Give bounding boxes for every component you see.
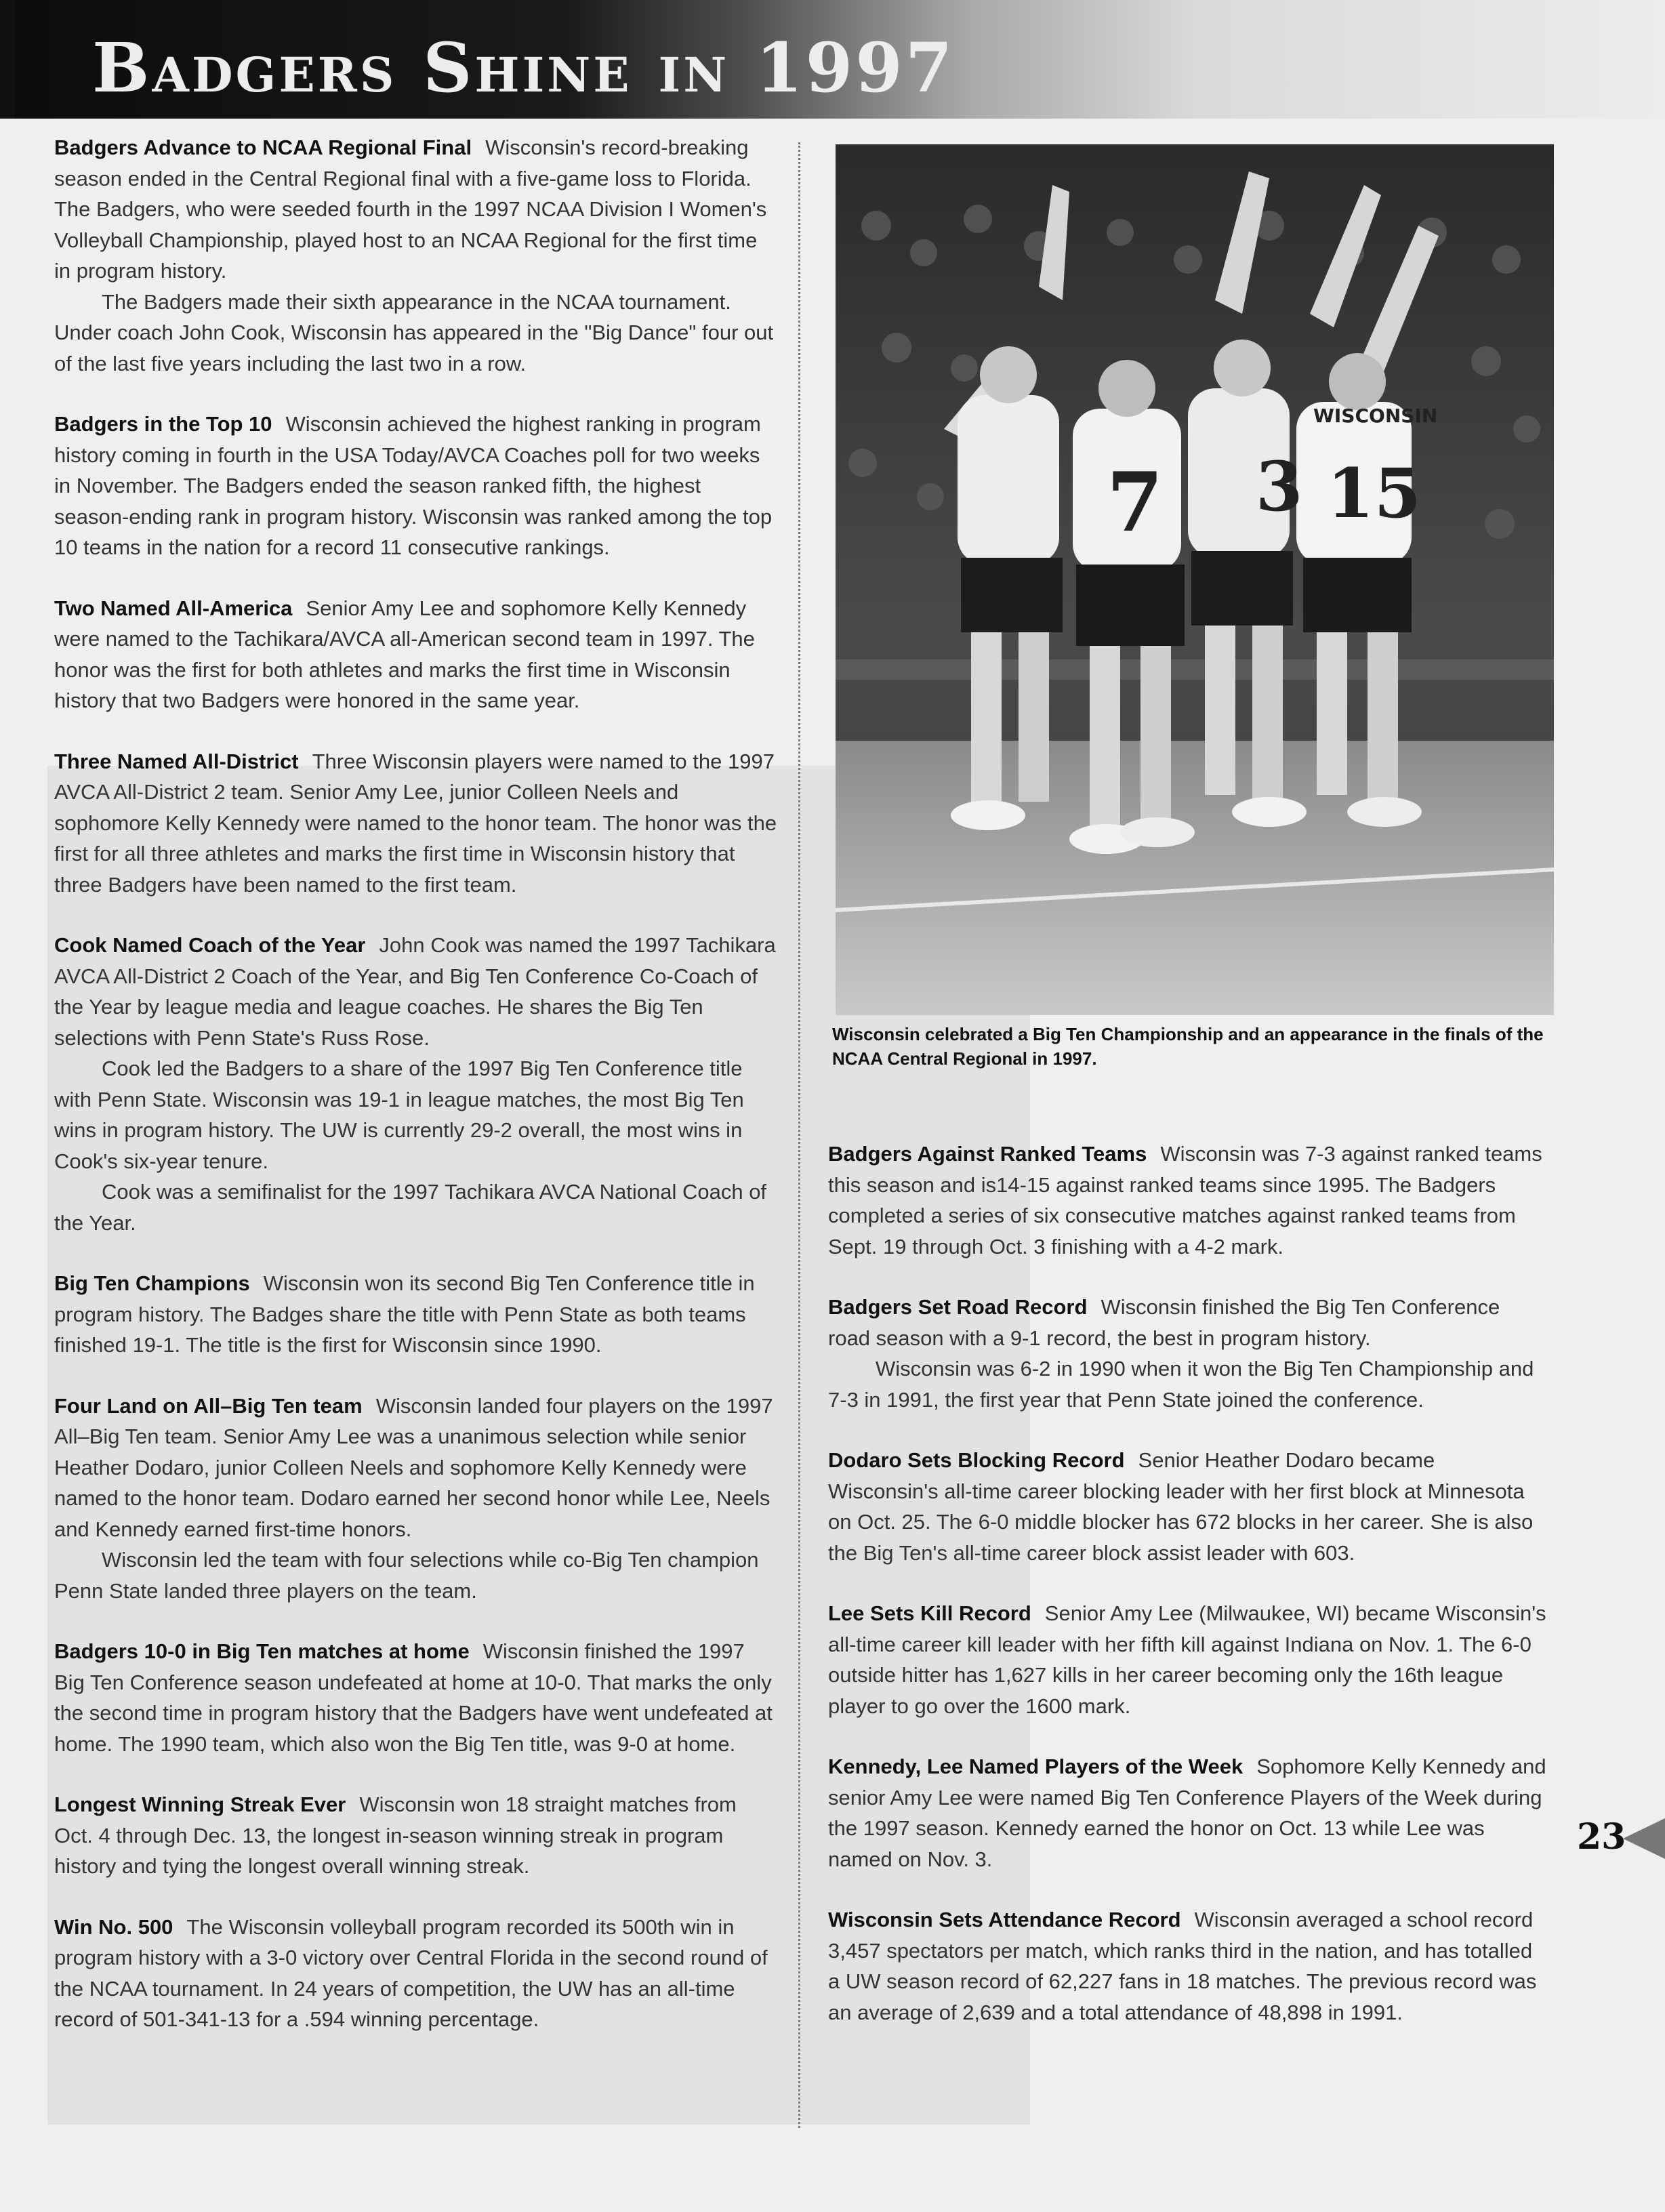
article-paragraph (828, 1598, 1546, 1721)
article-item (828, 1292, 1546, 1415)
jersey-wordmark: WISCONSIN (1313, 405, 1438, 427)
article-item (54, 593, 779, 716)
article-text: Wisconsin led the team with four selections while co-Big Ten champion Penn State landed three players on the team. (54, 1548, 759, 1603)
article-text: Wisconsin won its second Big Ten Conference title in program history. The Badges share the title with Penn State as both teams finished 19-1. The title is the first for Wisconsin since 1990. (54, 1271, 755, 1357)
article-paragraph (54, 1789, 779, 1882)
binding-edge (0, 0, 15, 119)
article-paragraph (54, 409, 779, 563)
article-item (54, 1391, 779, 1607)
article-item (54, 746, 779, 901)
article-item (54, 930, 779, 1238)
article-item (828, 1751, 1546, 1875)
article-paragraph (54, 132, 779, 287)
article-paragraph (828, 1904, 1546, 2028)
article-paragraph (828, 1139, 1546, 1262)
article-item (54, 409, 779, 563)
article-text: The Badgers made their sixth appearance in the NCAA tournament. Under coach John Cook, Wisconsin has appeared in the "Big Dance" four out of the last five years including the last two in a row. (54, 289, 774, 375)
article-heading: Cook Named Coach of the Year (54, 933, 366, 957)
article-text: Senior Amy Lee (Milwaukee, WI) became Wisconsin's all-time career kill leader with her fifth kill against Indiana on Nov. 1. The 6-0 outside hitter has 1,627 kills in her career becoming only the 16th league player to go over the 1600 mark. (828, 1601, 1546, 1718)
article-heading: Badgers Advance to NCAA Regional Final (54, 136, 472, 159)
article-text: Senior Heather Dodaro became Wisconsin's all-time career blocking leader with her first block at Minnesota on Oct. 25. The 6-0 middle blocker has 672 blocks in her career. She is also the Big Ten's all-time career block assist leader with 603. (828, 1448, 1534, 1565)
article-paragraph (54, 1636, 779, 1759)
article-paragraph (54, 1391, 779, 1545)
article-item (828, 1904, 1546, 2028)
article-paragraph (828, 1292, 1546, 1353)
article-heading: Badgers in the Top 10 (54, 412, 272, 436)
article-paragraph (54, 1053, 779, 1176)
article-text: Three Wisconsin players were named to the 1997 AVCA All-District 2 team. Senior Amy Lee, junior Colleen Neels and sophomore Kelly Kennedy were named to the honor team. The honor was the first for all three athletes and marks the first time in Wisconsin history that three Badgers have been named to the first team. (54, 749, 777, 897)
article-heading: Big Ten Champions (54, 1271, 250, 1295)
article-paragraph (54, 930, 779, 1053)
article-text: John Cook was named the 1997 Tachikara AVCA All-District 2 Coach of the Year, and Big Ten Conference Co-Coach of the Year by league media and league coaches. He shares the Big Ten selections with Penn State's Russ Rose. (54, 933, 776, 1050)
jersey-number-7: 7 (1107, 455, 1164, 550)
article-paragraph (54, 593, 779, 716)
column-divider (798, 142, 800, 2128)
jersey-number-15: 15 (1327, 453, 1422, 533)
article-text: Sophomore Kelly Kennedy and senior Amy Lee were named Big Ten Conference Players of the Week during the 1997 season. Kennedy earned the honor on Oct. 13 while Lee was named on Nov. 3. (828, 1755, 1546, 1871)
article-heading: Badgers 10-0 in Big Ten matches at home (54, 1639, 470, 1663)
article-heading: Lee Sets Kill Record (828, 1601, 1031, 1625)
article-heading: Win No. 500 (54, 1914, 173, 1939)
article-text: Wisconsin landed four players on the 1997 All–Big Ten team. Senior Amy Lee was a unanimous selection while senior Heather Dodaro, junior Colleen Neels and sophomore Kelly Kennedy were named to the honor team. Dodaro earned her second honor while Lee, Neels and Kennedy earned first-time honors. (54, 1393, 773, 1541)
article-text: Wisconsin finished the Big Ten Conference road season with a 9-1 record, the best in program history. (828, 1295, 1500, 1350)
article-paragraph (828, 1445, 1546, 1568)
article-text: Wisconsin achieved the highest ranking in program history coming in fourth in the USA Today/AVCA Coaches poll for two weeks in November. The Badgers ended the season ranked fifth, the highest season-ending rank in program history. Wisconsin was ranked among the top 10 teams in the nation for a record 11 consecutive rankings. (54, 412, 773, 559)
article-heading: Two Named All-America (54, 596, 293, 620)
article-heading: Badgers Against Ranked Teams (828, 1142, 1147, 1166)
article-text: Wisconsin was 6-2 in 1990 when it won the Big Ten Championship and 7-3 in 1991, the first year that Penn State joined the conference. (828, 1357, 1534, 1412)
article-heading: Three Named All-District (54, 749, 299, 773)
right-column (828, 1139, 1546, 2057)
article-text: Wisconsin was 7-3 against ranked teams this season and is14-15 against ranked teams since 1995. The Badgers completed a series of six consecutive matches against ranked teams from Sept. 19 through Oct. 3 finishing with a 4-2 mark. (828, 1142, 1542, 1258)
article-heading: Badgers Set Road Record (828, 1295, 1088, 1319)
page-arrow-icon (1623, 1818, 1665, 1859)
page-title: Badgers Shine in 1997 (92, 28, 955, 108)
article-text: Wisconsin won 18 straight matches from Oct. 4 through Dec. 13, the longest in-season winning streak in program history and tying the longest overall winning streak. (54, 1793, 737, 1878)
article-item (828, 1445, 1546, 1568)
article-item (828, 1598, 1546, 1721)
article-text: Cook was a semifinalist for the 1997 Tachikara AVCA National Coach of the Year. (54, 1180, 767, 1235)
article-paragraph (54, 1176, 779, 1238)
article-item (54, 1912, 779, 2035)
jersey-number-3: 3 (1256, 447, 1303, 527)
article-heading: Dodaro Sets Blocking Record (828, 1448, 1125, 1472)
article-text: Wisconsin averaged a school record 3,457 spectators per match, which ranks third in the nation, and has totalled a UW season record of 62,227 fans in 18 matches. The previous record was an average of 2,639 and a total attendance of 48,898 in 1991. (828, 1908, 1537, 2024)
left-column (54, 132, 779, 2065)
article-paragraph (54, 1268, 779, 1361)
article-heading: Longest Winning Streak Ever (54, 1793, 346, 1816)
article-text: Senior Amy Lee and sophomore Kelly Kennedy were named to the Tachikara/AVCA all-American second team in 1997. The honor was the first for both athletes and marks the first time in Wisconsin history that two Badgers were honored in the same year. (54, 596, 755, 712)
team-celebration-photo (836, 144, 1554, 1015)
photo-caption: Wisconsin celebrated a Big Ten Championship and an appearance in the finals of the NCAA Central Regional in 1997. (832, 1024, 1544, 1069)
article-paragraph (54, 287, 779, 380)
article-item (828, 1139, 1546, 1262)
page-number: 23 (1577, 1816, 1626, 1858)
article-paragraph (54, 746, 779, 901)
article-item (54, 1789, 779, 1882)
article-paragraph (54, 1544, 779, 1606)
article-heading: Four Land on All–Big Ten team (54, 1393, 363, 1418)
article-heading: Wisconsin Sets Attendance Record (828, 1908, 1181, 1931)
article-heading: Kennedy, Lee Named Players of the Week (828, 1755, 1243, 1778)
article-text: Wisconsin's record-breaking season ended in the Central Regional final with a five-game loss to Florida. The Badgers, who were seeded fourth in the 1997 NCAA Division I Women's Volleyball Championship, played host to an NCAA Regional for the first time in program history. (54, 136, 767, 283)
article-item (54, 1268, 779, 1361)
article-paragraph (828, 1751, 1546, 1875)
article-item (54, 132, 779, 379)
article-text: Cook led the Badgers to a share of the 1997 Big Ten Conference title with Penn State. Wisconsin was 19-1 in league matches, the most Big Ten wins in program history. The UW is currently 29-2 overall, the most wins in Cook's six-year tenure. (54, 1057, 744, 1173)
article-text: The Wisconsin volleyball program recorded its 500th win in program history with a 3-0 victory over Central Florida in the second round of the NCAA tournament. In 24 years of competition, the UW has an all-time record of 501-341-13 for a .594 winning percentage. (54, 1914, 768, 2031)
article-paragraph (54, 1912, 779, 2035)
article-text: Wisconsin finished the 1997 Big Ten Conference season undefeated at home at 10-0. That marks the only the second time in program history that the Badgers have went undefeated at home. The 1990 team, which also won the Big Ten title, was 9-0 at home. (54, 1639, 773, 1756)
article-item (54, 1636, 779, 1759)
article-paragraph (828, 1353, 1546, 1415)
